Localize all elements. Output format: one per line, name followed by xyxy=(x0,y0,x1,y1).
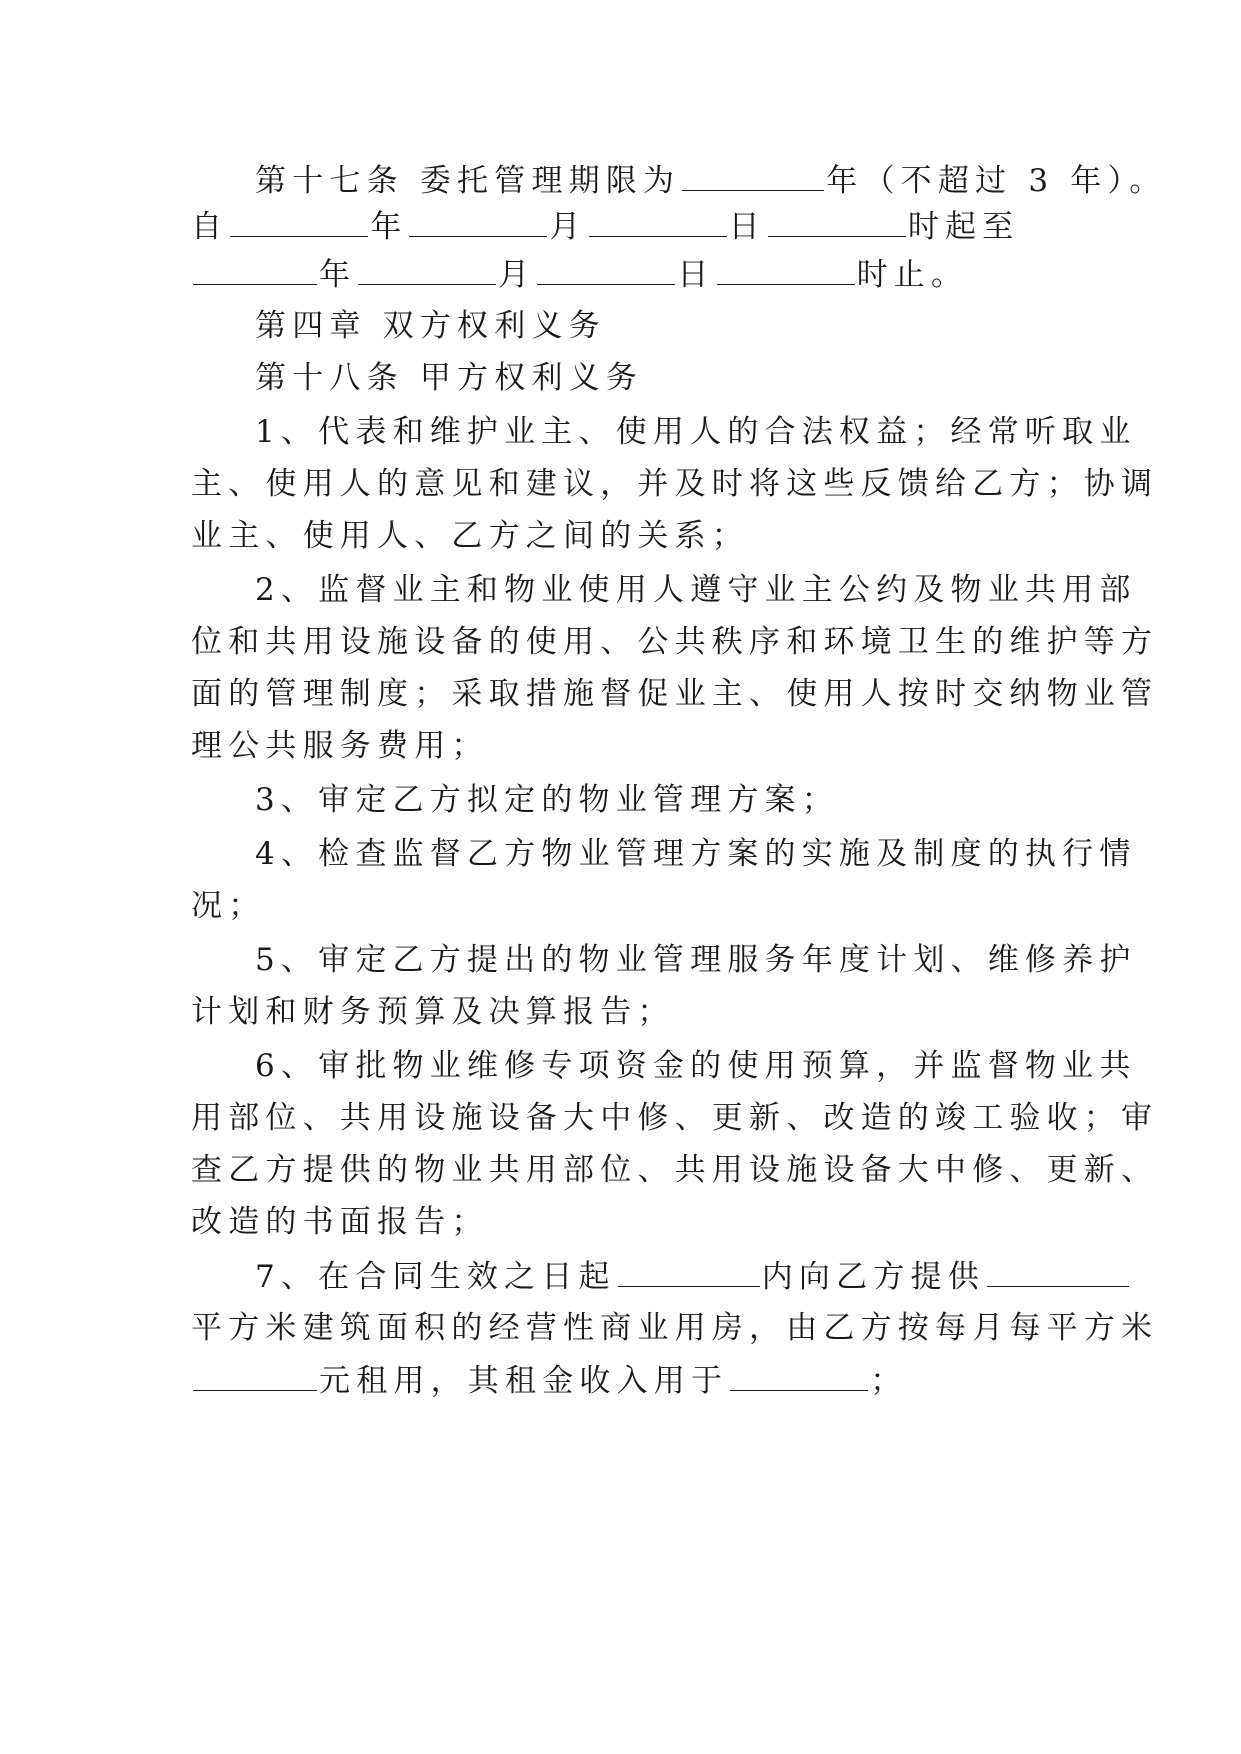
start-year-label: 年 xyxy=(370,209,408,245)
term-years-blank xyxy=(682,160,824,191)
item-6-line-4: 改造的书面报告； xyxy=(191,1204,489,1240)
end-year-label: 年 xyxy=(319,257,357,293)
item-6-line-3: 查乙方提供的物业共用部位、共用设施设备大中修、更新、 xyxy=(191,1152,1159,1188)
item-1-line-3: 业主、使用人、乙方之间的关系； xyxy=(191,518,749,554)
area-blank xyxy=(987,1256,1129,1287)
item-3-line-1: 3、审定乙方拟定的物业管理方案； xyxy=(255,782,839,818)
item-2-line-2: 位和共用设施设备的使用、公共秩序和环境卫生的维护等方 xyxy=(191,624,1159,660)
article-17-line-3 xyxy=(191,254,968,295)
start-hour-blank xyxy=(768,206,906,237)
item-7-provide-label: 内向乙方提供 xyxy=(761,1259,985,1295)
end-day-blank xyxy=(537,254,675,285)
article-17-line-1 xyxy=(255,160,1166,201)
item-7-line-1 xyxy=(255,1256,1131,1297)
end-month-blank xyxy=(358,254,496,285)
item-4-line-1: 4、检查监督乙方物业管理方案的实施及制度的执行情 xyxy=(255,836,1137,872)
chapter-4-title: 第四章 双方权利义务 xyxy=(255,308,606,344)
start-day-label: 日 xyxy=(728,209,766,245)
rent-price-blank xyxy=(193,1360,317,1391)
start-month-label: 月 xyxy=(549,209,587,245)
article-17-term-suffix: 年（不超过 3 年）。 xyxy=(826,163,1167,199)
rent-usage-blank xyxy=(730,1360,868,1391)
article-17-line-2 xyxy=(191,206,1019,247)
item-5-line-2: 计划和财务预算及决算报告； xyxy=(191,994,675,1030)
article-18-title: 第十八条 甲方权利义务 xyxy=(255,360,644,396)
item-7-rent-label: 元租用，其租金收入用于 xyxy=(319,1363,729,1399)
item-7-end-punct: ； xyxy=(870,1363,908,1399)
item-6-line-1: 6、审批物业维修专项资金的使用预算，并监督物业共 xyxy=(255,1048,1137,1084)
end-hour-label: 时止。 xyxy=(856,257,969,293)
provide-period-blank xyxy=(618,1256,760,1287)
end-day-label: 日 xyxy=(677,257,715,293)
start-year-blank xyxy=(230,206,368,237)
start-day-blank xyxy=(589,206,727,237)
start-month-blank xyxy=(409,206,547,237)
end-month-label: 月 xyxy=(498,257,536,293)
end-hour-blank xyxy=(717,254,855,285)
article-17-term-label: 第十七条 委托管理期限为 xyxy=(255,163,681,199)
start-hour-label: 时起至 xyxy=(907,209,1020,245)
item-5-line-1: 5、审定乙方提出的物业管理服务年度计划、维修养护 xyxy=(255,942,1137,978)
item-6-line-2: 用部位、共用设施设备大中修、更新、改造的竣工验收；审 xyxy=(191,1100,1159,1136)
item-7-line-3 xyxy=(191,1360,907,1401)
item-2-line-3: 面的管理制度；采取措施督促业主、使用人按时交纳物业管 xyxy=(191,676,1159,712)
end-year-blank xyxy=(193,254,317,285)
item-4-line-2: 况； xyxy=(191,888,266,924)
item-1-line-2: 主、使用人的意见和建议，并及时将这些反馈给乙方；协调 xyxy=(191,466,1159,502)
item-7-line-2: 平方米建筑面积的经营性商业用房，由乙方按每月每平方米 xyxy=(191,1310,1159,1346)
from-label: 自 xyxy=(191,209,229,245)
item-7-effective-label: 7、在合同生效之日起 xyxy=(255,1259,616,1295)
item-2-line-4: 理公共服务费用； xyxy=(191,728,489,764)
item-2-line-1: 2、监督业主和物业使用人遵守业主公约及物业共用部 xyxy=(255,572,1137,608)
item-1-line-1: 1、代表和维护业主、使用人的合法权益；经常听取业 xyxy=(255,414,1137,450)
